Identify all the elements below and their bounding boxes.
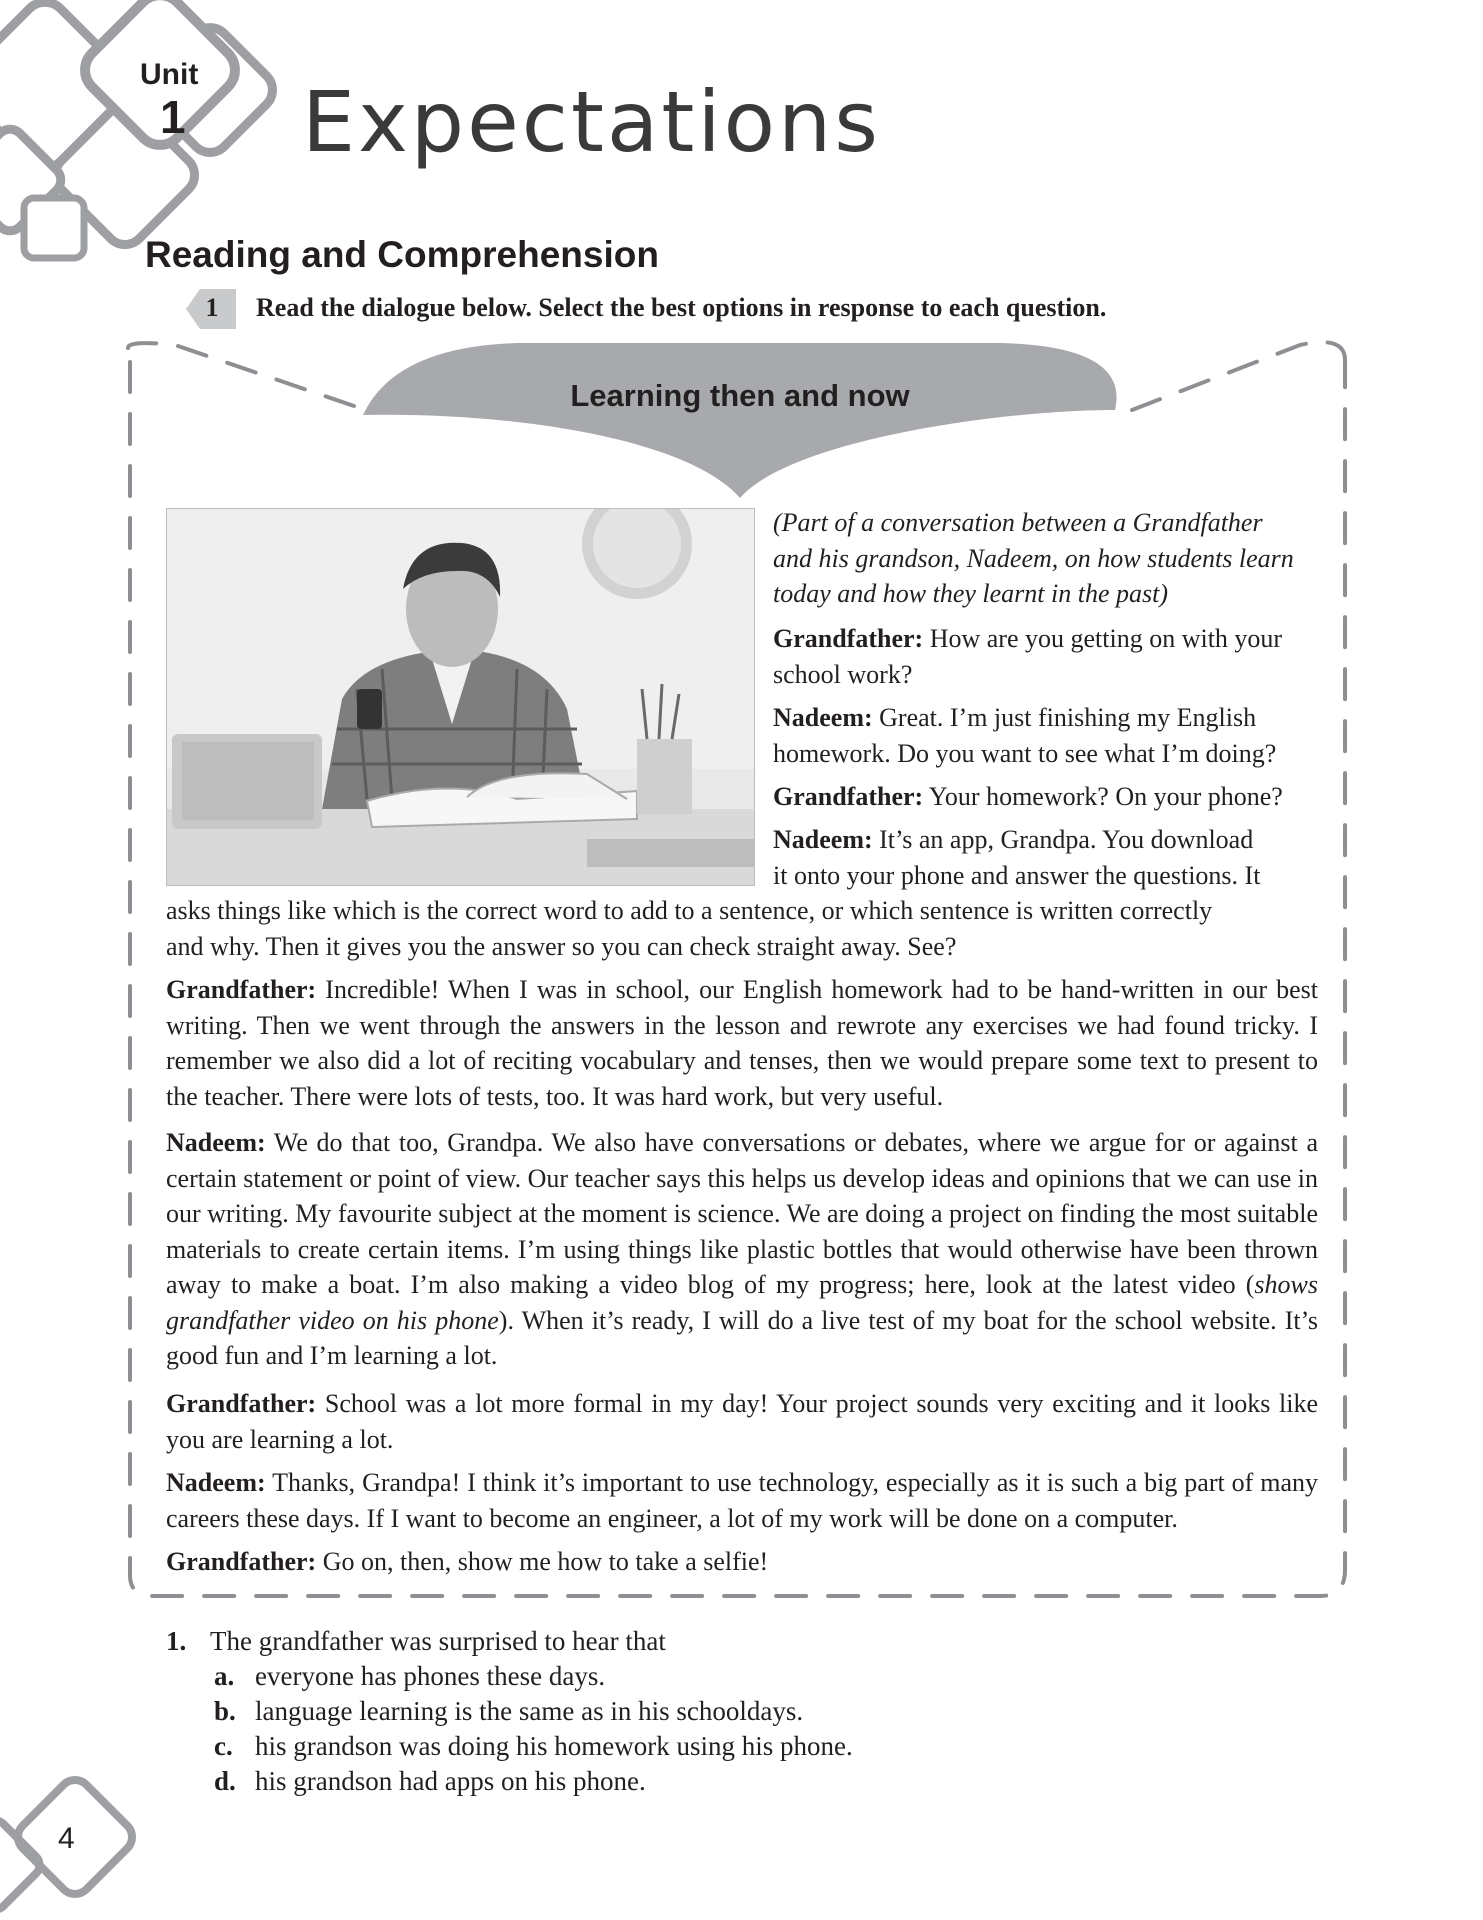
intro-line: (Part of a conversation between a Grandfather — [773, 508, 1263, 537]
dialogue-turn-9 — [166, 1544, 1318, 1580]
turn-line: homework. Do you want to see what I’m doing? — [773, 738, 1277, 768]
question-text: The grandfather was surprised to hear that — [210, 1626, 666, 1656]
turn-line: How are you getting on with your — [929, 624, 1283, 653]
speaker-name: Grandfather: — [166, 1547, 317, 1576]
option-letter[interactable]: c. — [214, 1731, 233, 1761]
turn-line: It’s an app, Grandpa. You download — [879, 825, 1254, 854]
reading-intro — [773, 505, 1318, 612]
dialogue-turn-6 — [166, 1125, 1318, 1374]
unit-label: Unit — [140, 58, 199, 91]
turn-text: School was a lot more formal in my day! Your project sounds very exciting and it looks like you are learning a lot. — [166, 1389, 1319, 1454]
dialogue-turn-4 — [773, 822, 1318, 893]
option-letter[interactable]: b. — [214, 1696, 236, 1726]
speaker-name: Grandfather: — [166, 975, 317, 1004]
option-d[interactable]: his grandson had apps on his phone. — [255, 1766, 646, 1796]
dialogue-turn-2 — [773, 700, 1318, 771]
stage-direction: shows grandfather video on his phone — [166, 1270, 1318, 1335]
speaker-name: Nadeem: — [166, 1128, 266, 1157]
page-number: 4 — [58, 1822, 75, 1855]
intro-line: and his grandson, Nadeem, on how students learn — [773, 543, 1294, 573]
turn-line: Great. I’m just finishing my English — [879, 703, 1257, 732]
unit-number: 1 — [160, 91, 186, 143]
dialogue-turn-7 — [166, 1386, 1318, 1457]
speaker-name: Nadeem: — [166, 1468, 266, 1497]
turn-line: school work? — [773, 659, 913, 689]
turn-line: and why. Then it gives you the answer so you can check straight away. See? — [166, 931, 957, 961]
speaker-name: Grandfather: — [773, 624, 924, 653]
option-c[interactable]: his grandson was doing his homework using his phone. — [255, 1731, 853, 1761]
section-title: Reading and Comprehension — [145, 234, 659, 275]
option-letter[interactable]: a. — [214, 1661, 235, 1691]
option-a[interactable]: everyone has phones these days. — [255, 1661, 606, 1691]
turn-line: asks things like which is the correct word to add to a sentence, or which sentence is written correctly — [166, 896, 1213, 925]
dialogue-turn-4-cont — [166, 893, 1212, 964]
exercise-number: 1 — [205, 293, 219, 322]
speaker-name: Grandfather: — [773, 782, 924, 811]
speaker-name: Nadeem: — [773, 703, 873, 732]
speaker-name: Nadeem: — [773, 825, 873, 854]
question-number: 1. — [166, 1626, 187, 1656]
turn-line: Your homework? On your phone? — [928, 782, 1283, 811]
dialogue-turn-5 — [166, 972, 1318, 1114]
reading-title: Learning then and now — [570, 378, 910, 413]
exercise-instruction: Read the dialogue below. Select the best options in response to each question. — [256, 293, 1107, 322]
turn-text: Thanks, Grandpa! I think it’s important to use technology, especially as it is such a big part of many careers these days. If I want to become an engineer, a lot of my work will be done on a computer. — [166, 1468, 1318, 1533]
turn-line: it onto your phone and answer the questions. It — [773, 860, 1261, 890]
intro-line: today and how they learnt in the past) — [773, 579, 1169, 608]
option-letter[interactable]: d. — [214, 1766, 236, 1796]
student-studying-photo — [166, 508, 755, 886]
speaker-name: Grandfather: — [166, 1389, 317, 1418]
dialogue-turn-8 — [166, 1465, 1318, 1536]
option-b[interactable]: language learning is the same as in his schooldays. — [255, 1696, 804, 1726]
turn-text: ). When it’s ready, I will do a live test of my boat for the school website. It’s good fun and I’m learning a lot. — [166, 1305, 1318, 1370]
turn-text: Go on, then, show me how to take a selfie! — [322, 1547, 769, 1576]
unit-title: Expectations — [302, 73, 882, 171]
turn-text: We do that too, Grandpa. We also have conversations or debates, where we argue for or against a certain statement or point of view. Our teacher says this helps us develop ideas and opinions that we can use in our writing. My favourite subject at the moment is science. We are doing a project on finding the most suitable materials to create certain items. I’m using things like plastic bottles that would otherwise have been thrown away to make a boat. I’m also making a video blog of my progress; here, look at the latest video ( — [166, 1128, 1318, 1299]
turn-text: Incredible! When I was in school, our English homework had to be hand-written in our best writing. Then we went through the answers in the lesson and rewrote any exercises we had found tricky. I remember we also did a lot of reciting vocabulary and tenses, then we would prepare some text to present to the teacher. There were lots of tests, too. It was hard work, but very useful. — [166, 975, 1318, 1111]
dialogue-turn-3 — [773, 779, 1318, 815]
dialogue-turn-1 — [773, 621, 1318, 692]
